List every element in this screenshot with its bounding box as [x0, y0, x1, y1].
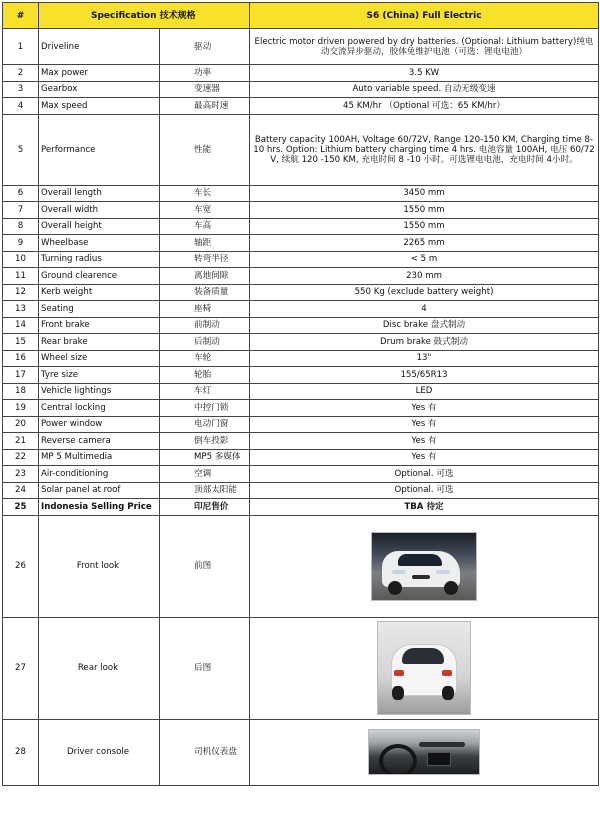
spec-table [2, 2, 599, 786]
row-num: 5 [3, 114, 39, 185]
row-value: 155/65R13 [250, 367, 599, 384]
image-row [3, 719, 599, 785]
row-num: 2 [3, 65, 39, 82]
row-label-cn: 座椅 [160, 301, 250, 318]
header-spec: Specification 技术规格 [39, 3, 250, 29]
row-label-en: MP 5 Multimedia [39, 449, 160, 466]
row-num: 1 [3, 29, 39, 65]
row-label-en: Seating [39, 301, 160, 318]
row-label-cn: 轮胎 [160, 367, 250, 384]
row-value: 550 Kg (exclude battery weight) [250, 284, 599, 301]
row-value: Yes 有 [250, 400, 599, 417]
row-value: Yes 有 [250, 416, 599, 433]
table-row [3, 218, 599, 235]
table-row [3, 284, 599, 301]
row-num: 7 [3, 202, 39, 219]
table-row [3, 185, 599, 202]
row-label-en: Ground clearence [39, 268, 160, 285]
table-row [3, 433, 599, 450]
car-headlight [436, 570, 450, 574]
row-label-en: Performance [39, 114, 160, 185]
row-label-cn: 车高 [160, 218, 250, 235]
row-num: 16 [3, 350, 39, 367]
row-label-cn: 电动门窗 [160, 416, 250, 433]
image-row [3, 617, 599, 719]
row-label-en: Reverse camera [39, 433, 160, 450]
row-num: 25 [3, 499, 39, 516]
row-label-cn: 最高时速 [160, 98, 250, 115]
row-label-en: Vehicle lightings [39, 383, 160, 400]
table-row [3, 383, 599, 400]
table-row [3, 268, 599, 285]
row-value: 3450 mm [250, 185, 599, 202]
car-wheel [442, 686, 454, 700]
row-label-cn: 车宽 [160, 202, 250, 219]
driver-console-photo [368, 729, 480, 775]
row-label-en: Driveline [39, 29, 160, 65]
row-value: Drum brake 鼓式制动 [250, 334, 599, 351]
row-value: 3.5 KW [250, 65, 599, 82]
row-label-cn: 变速器 [160, 81, 250, 98]
row-label-cn: 倒车投影 [160, 433, 250, 450]
car-windshield [398, 554, 442, 566]
row-label-en: Front brake [39, 317, 160, 334]
table-row [3, 317, 599, 334]
row-num: 28 [3, 719, 39, 785]
row-label-en: Overall length [39, 185, 160, 202]
row-value: Battery capacity 100AH, Voltage 60/72V, Range 120-150 KM, Charging time 8-10 hrs. Option: Lithium battery charging time 4 hrs. 电池容量 100AH, 电压 60/72 V, 续航 120 -150 KM, 充电时间 8 -10 小时。可选锂电电池，充电时间 4小时。 [250, 114, 599, 185]
row-num: 3 [3, 81, 39, 98]
row-label-en: Tyre size [39, 367, 160, 384]
row-label-cn: 印尼售价 [160, 499, 250, 516]
row-num: 19 [3, 400, 39, 417]
row-label-cn: 司机仪表盘 [160, 719, 250, 785]
row-label-cn: 后制动 [160, 334, 250, 351]
row-value: Optional. 可选 [250, 482, 599, 499]
row-label-cn: 车灯 [160, 383, 250, 400]
row-num: 27 [3, 617, 39, 719]
row-num: 20 [3, 416, 39, 433]
row-num: 22 [3, 449, 39, 466]
car-rear-photo [377, 621, 471, 715]
car-rear-window [402, 648, 444, 664]
row-label-en: Turning radius [39, 251, 160, 268]
row-label-cn: 前制动 [160, 317, 250, 334]
row-value: 1550 mm [250, 218, 599, 235]
table-row [3, 350, 599, 367]
front-photo-cell [250, 515, 599, 617]
row-value: 1550 mm [250, 202, 599, 219]
row-label-en: Overall height [39, 218, 160, 235]
row-num: 6 [3, 185, 39, 202]
row-label-cn: 功率 [160, 65, 250, 82]
row-label-cn: MP5 多媒体 [160, 449, 250, 466]
row-label-en: Gearbox [39, 81, 160, 98]
car-front-photo [371, 532, 477, 601]
row-label-en: Indonesia Selling Price [39, 499, 160, 516]
row-label-en: Rear brake [39, 334, 160, 351]
row-label-en: Max power [39, 65, 160, 82]
row-value: Yes 有 [250, 433, 599, 450]
table-row [3, 482, 599, 499]
row-num: 13 [3, 301, 39, 318]
row-label-cn: 驱动 [160, 29, 250, 65]
row-value: 13" [250, 350, 599, 367]
car-wheel [388, 581, 402, 595]
table-row [3, 81, 599, 98]
row-num: 26 [3, 515, 39, 617]
row-label-cn: 空调 [160, 466, 250, 483]
row-value: 2265 mm [250, 235, 599, 252]
car-headlight [392, 570, 406, 574]
car-wheel [392, 686, 404, 700]
row-num: 23 [3, 466, 39, 483]
row-label-en: Front look [39, 515, 160, 617]
table-row [3, 466, 599, 483]
row-label-en: Kerb weight [39, 284, 160, 301]
row-num: 11 [3, 268, 39, 285]
row-label-en: Central locking [39, 400, 160, 417]
car-taillight [394, 670, 404, 676]
row-label-cn: 离地间隙 [160, 268, 250, 285]
rear-photo-cell [250, 617, 599, 719]
table-row [3, 449, 599, 466]
row-label-en: Solar panel at roof [39, 482, 160, 499]
table-row [3, 334, 599, 351]
table-row [3, 367, 599, 384]
row-label-cn: 轴距 [160, 235, 250, 252]
row-value: 4 [250, 301, 599, 318]
table-row [3, 29, 599, 65]
table-row [3, 65, 599, 82]
row-label-en: Wheel size [39, 350, 160, 367]
row-value: LED [250, 383, 599, 400]
row-label-en: Air-conditioning [39, 466, 160, 483]
row-label-cn: 装备质量 [160, 284, 250, 301]
row-num: 14 [3, 317, 39, 334]
header-model: S6 (China) Full Electric [250, 3, 599, 29]
car-taillight [442, 670, 452, 676]
row-value: Optional. 可选 [250, 466, 599, 483]
row-num: 18 [3, 383, 39, 400]
row-label-en: Rear look [39, 617, 160, 719]
row-value: Yes 有 [250, 449, 599, 466]
row-num: 4 [3, 98, 39, 115]
row-num: 8 [3, 218, 39, 235]
row-value: Auto variable speed. 自动无级变速 [250, 81, 599, 98]
row-label-cn: 车长 [160, 185, 250, 202]
row-label-cn: 性能 [160, 114, 250, 185]
row-value: < 5 m [250, 251, 599, 268]
row-num: 9 [3, 235, 39, 252]
row-value: Electric motor driven powered by dry batteries. (Optional: Lithium battery)纯电动交流异步驱动，胶体免维护电池（可选：锂电电池） [250, 29, 599, 65]
row-num: 24 [3, 482, 39, 499]
header-num: # [3, 3, 39, 29]
dashboard-vent [419, 742, 465, 747]
row-num: 10 [3, 251, 39, 268]
table-row [3, 251, 599, 268]
row-value: 230 mm [250, 268, 599, 285]
row-label-cn: 转弯半径 [160, 251, 250, 268]
table-row [3, 98, 599, 115]
image-row [3, 515, 599, 617]
row-label-cn: 前图 [160, 515, 250, 617]
steering-wheel [379, 744, 417, 775]
row-label-en: Max speed [39, 98, 160, 115]
header-row [3, 3, 599, 29]
row-label-cn: 中控门锁 [160, 400, 250, 417]
row-value: TBA 待定 [250, 499, 599, 516]
row-value: 45 KM/hr （Optional 可选：65 KM/hr） [250, 98, 599, 115]
table-row [3, 416, 599, 433]
row-value: Disc brake 盘式制动 [250, 317, 599, 334]
multimedia-screen [427, 752, 451, 766]
row-label-en: Power window [39, 416, 160, 433]
row-num: 21 [3, 433, 39, 450]
row-label-en: Overall width [39, 202, 160, 219]
car-grille [412, 575, 430, 579]
row-num: 15 [3, 334, 39, 351]
table-row [3, 114, 599, 185]
price-row [3, 499, 599, 516]
console-photo-cell [250, 719, 599, 785]
table-row [3, 235, 599, 252]
table-row [3, 301, 599, 318]
row-label-cn: 顶部太阳能 [160, 482, 250, 499]
row-label-cn: 车轮 [160, 350, 250, 367]
row-label-en: Driver console [39, 719, 160, 785]
row-num: 12 [3, 284, 39, 301]
table-row [3, 400, 599, 417]
row-label-en: Wheelbase [39, 235, 160, 252]
table-row [3, 202, 599, 219]
row-label-cn: 后图 [160, 617, 250, 719]
row-num: 17 [3, 367, 39, 384]
car-wheel [444, 581, 458, 595]
